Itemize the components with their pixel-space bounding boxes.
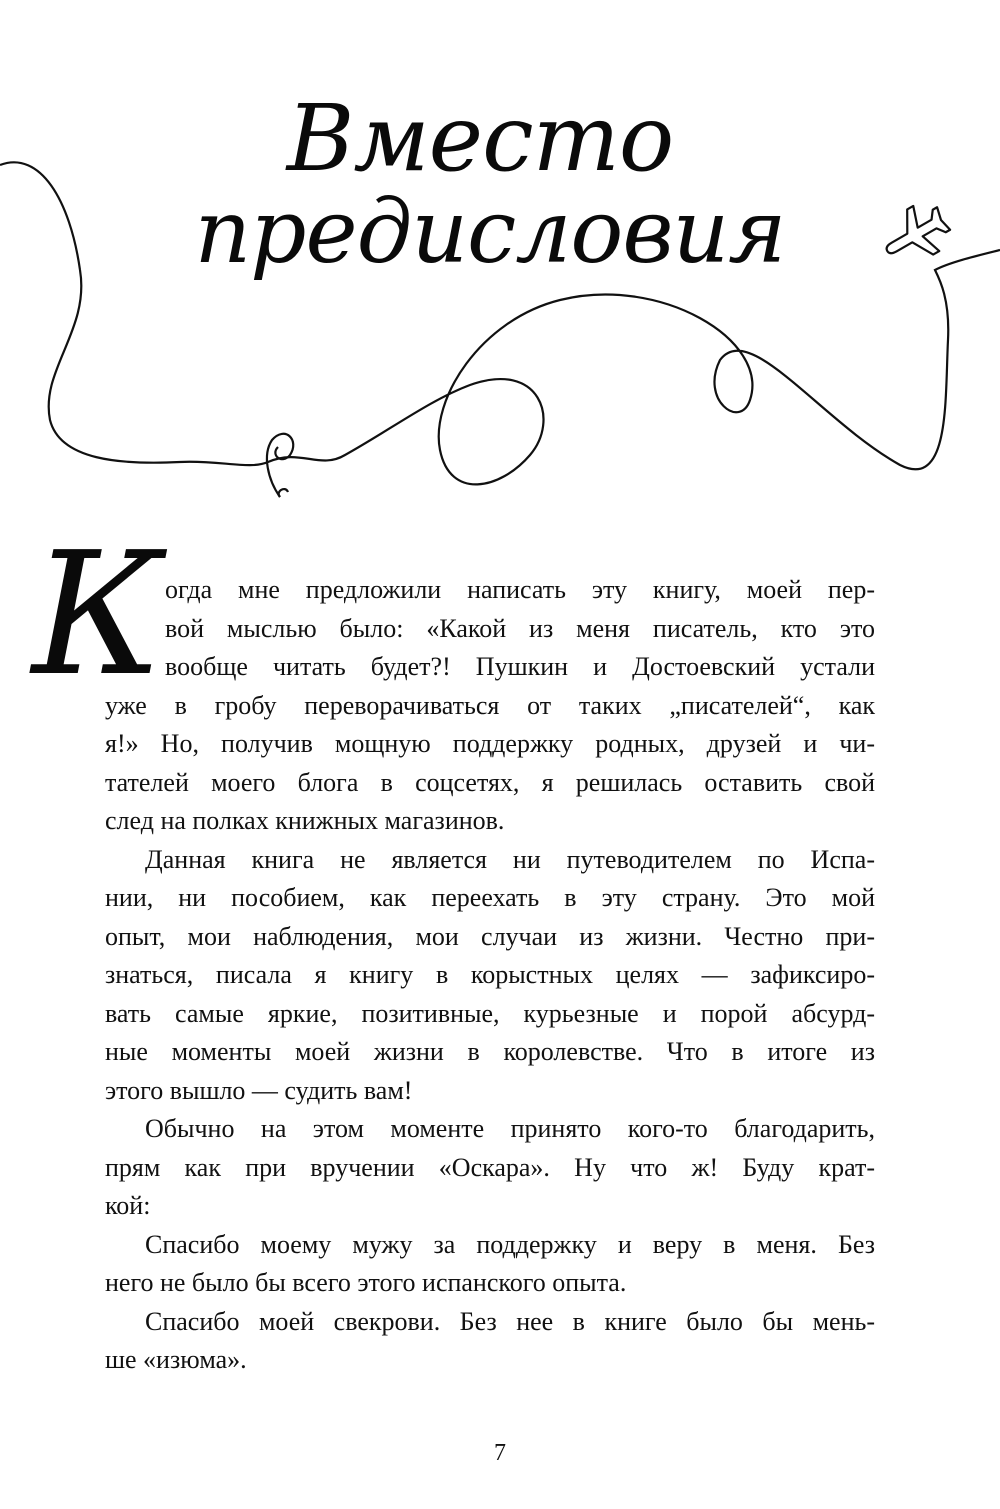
text-line: вой мыслью было: «Какой из меня писатель, кто это [165, 613, 875, 643]
chapter-title-line-2: предисловия [194, 180, 786, 283]
page-number: 7 [494, 1440, 506, 1466]
text-line: знаться, писала я книгу в корыстных целях — зафиксиро- [105, 960, 875, 989]
chapter-title-line-1: Вместо [286, 85, 674, 192]
text-line: след на полках книжных магазинов. [105, 806, 505, 835]
text-line: Обычно на этом моменте принято кого-то благодарить, [145, 1114, 875, 1143]
text-line: кой: [105, 1191, 151, 1220]
text-line: вообще читать будет?! Пушкин и Достоевский устали [165, 652, 875, 681]
body-text [105, 571, 875, 1380]
text-line: Данная книга не является ни путеводителем по Испа- [145, 844, 875, 874]
map-pin-loop [267, 434, 293, 497]
text-line: нии, ни пособием, как переехать в эту страну. Это мой [105, 883, 875, 912]
text-line: уже в гробу переворачиваться от таких „писателей“, как [105, 690, 875, 720]
text-line: вать самые яркие, позитивные, курьезные и порой абсурд- [105, 998, 875, 1028]
text-line: Спасибо моему мужу за поддержку и веру в меня. Без [145, 1229, 875, 1259]
text-line: опыт, мои наблюдения, мои случаи из жизни. Честно при- [105, 921, 875, 951]
text-line: ные моменты моей жизни в королевстве. Что в итоге из [105, 1037, 875, 1066]
text-line: я!» Но, получив мощную поддержку родных, друзей и чи- [105, 729, 875, 758]
text-line: огда мне предложили написать эту книгу, моей пер- [165, 575, 875, 604]
text-line: Спасибо моей свекрови. Без нее в книге было бы мень- [145, 1306, 875, 1336]
text-line: ше «изюма». [105, 1345, 247, 1374]
text-line: него не было бы всего этого испанского опыта. [105, 1268, 627, 1297]
drop-cap: К [32, 516, 164, 714]
text-line: тателей моего блога в соцсетях, я решилась оставить свой [105, 767, 875, 797]
text-line: этого вышло — судить вам! [105, 1075, 413, 1105]
text-line: прям как при вручении «Оскара». Ну что ж! Буду крат- [105, 1152, 875, 1182]
